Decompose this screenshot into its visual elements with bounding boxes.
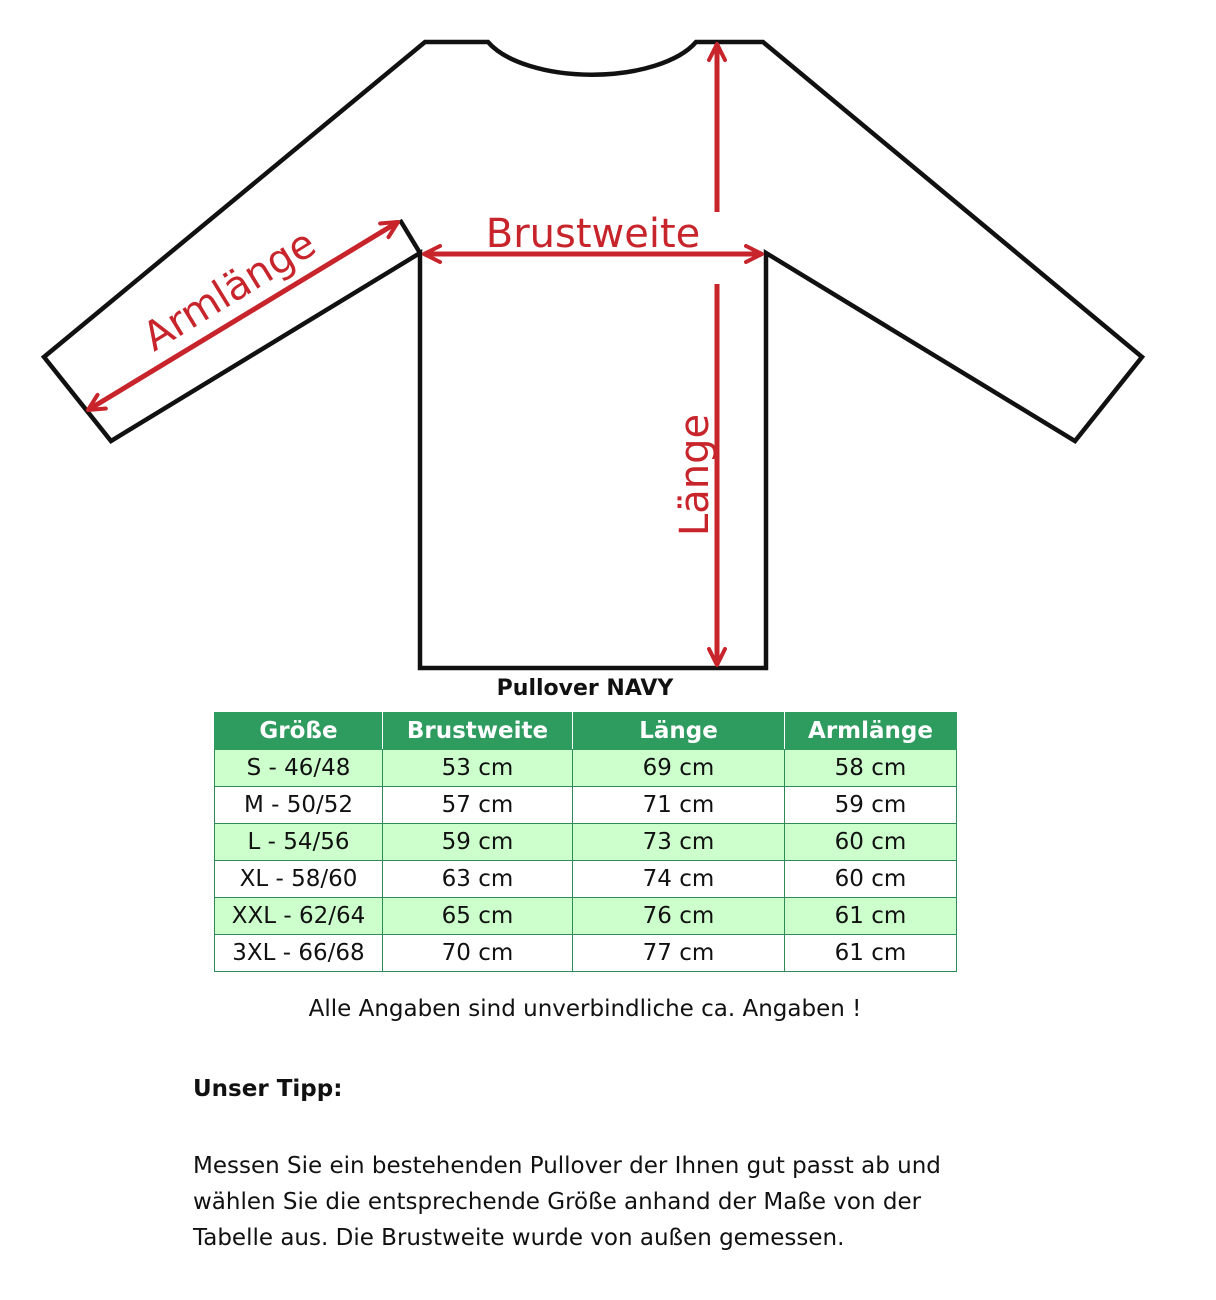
table-header-row bbox=[215, 713, 957, 750]
length-cell: 71 cm bbox=[573, 787, 785, 824]
table-row bbox=[215, 861, 957, 898]
length-cell: 74 cm bbox=[573, 861, 785, 898]
arm-length-cell: 60 cm bbox=[785, 861, 957, 898]
table-row bbox=[215, 787, 957, 824]
chest-width-cell: 57 cm bbox=[383, 787, 573, 824]
table-row bbox=[215, 750, 957, 787]
arm-length-cell: 61 cm bbox=[785, 898, 957, 935]
table-row bbox=[215, 824, 957, 861]
length-cell: 69 cm bbox=[573, 750, 785, 787]
arm-length-arrow bbox=[88, 222, 398, 410]
tip-line: wählen Sie die entsprechende Größe anhand der Maße von der bbox=[193, 1189, 922, 1215]
chest-width-cell: 53 cm bbox=[383, 750, 573, 787]
arm-length-cell: 60 cm bbox=[785, 824, 957, 861]
chest-width-cell: 63 cm bbox=[383, 861, 573, 898]
arm-length-cell: 58 cm bbox=[785, 750, 957, 787]
armpit-notch bbox=[400, 220, 420, 253]
length-cell: 77 cm bbox=[573, 935, 785, 972]
size-cell: L - 54/56 bbox=[215, 824, 383, 861]
arm-length-label: Armlänge bbox=[135, 220, 324, 361]
header-size: Größe bbox=[215, 713, 383, 750]
chest-width-cell: 70 cm bbox=[383, 935, 573, 972]
tip-text bbox=[193, 1148, 993, 1256]
header-arm-length: Armlänge bbox=[785, 713, 957, 750]
arm-length-cell: 61 cm bbox=[785, 935, 957, 972]
chest-width-cell: 59 cm bbox=[383, 824, 573, 861]
size-cell: XXL - 62/64 bbox=[215, 898, 383, 935]
size-cell: M - 50/52 bbox=[215, 787, 383, 824]
table-row bbox=[215, 935, 957, 972]
size-cell: S - 46/48 bbox=[215, 750, 383, 787]
arm-length-cell: 59 cm bbox=[785, 787, 957, 824]
length-cell: 76 cm bbox=[573, 898, 785, 935]
chest-width-label: Brustweite bbox=[485, 211, 701, 257]
size-table bbox=[214, 712, 957, 972]
size-cell: XL - 58/60 bbox=[215, 861, 383, 898]
size-cell: 3XL - 66/68 bbox=[215, 935, 383, 972]
tip-line: Messen Sie ein bestehenden Pullover der Ihnen gut passt ab und bbox=[193, 1153, 941, 1179]
tip-heading: Unser Tipp: bbox=[193, 1076, 343, 1102]
header-length: Länge bbox=[573, 713, 785, 750]
disclaimer: Alle Angaben sind unverbindliche ca. Angaben ! bbox=[308, 996, 862, 1022]
length-cell: 73 cm bbox=[573, 824, 785, 861]
tip-line: Tabelle aus. Die Brustweite wurde von außen gemessen. bbox=[193, 1225, 845, 1251]
product-title: Pullover NAVY bbox=[496, 676, 674, 701]
header-chest-width: Brustweite bbox=[383, 713, 573, 750]
table-row bbox=[215, 898, 957, 935]
length-label: Länge bbox=[672, 413, 718, 537]
chest-width-cell: 65 cm bbox=[383, 898, 573, 935]
sweater-outline bbox=[44, 42, 1142, 668]
